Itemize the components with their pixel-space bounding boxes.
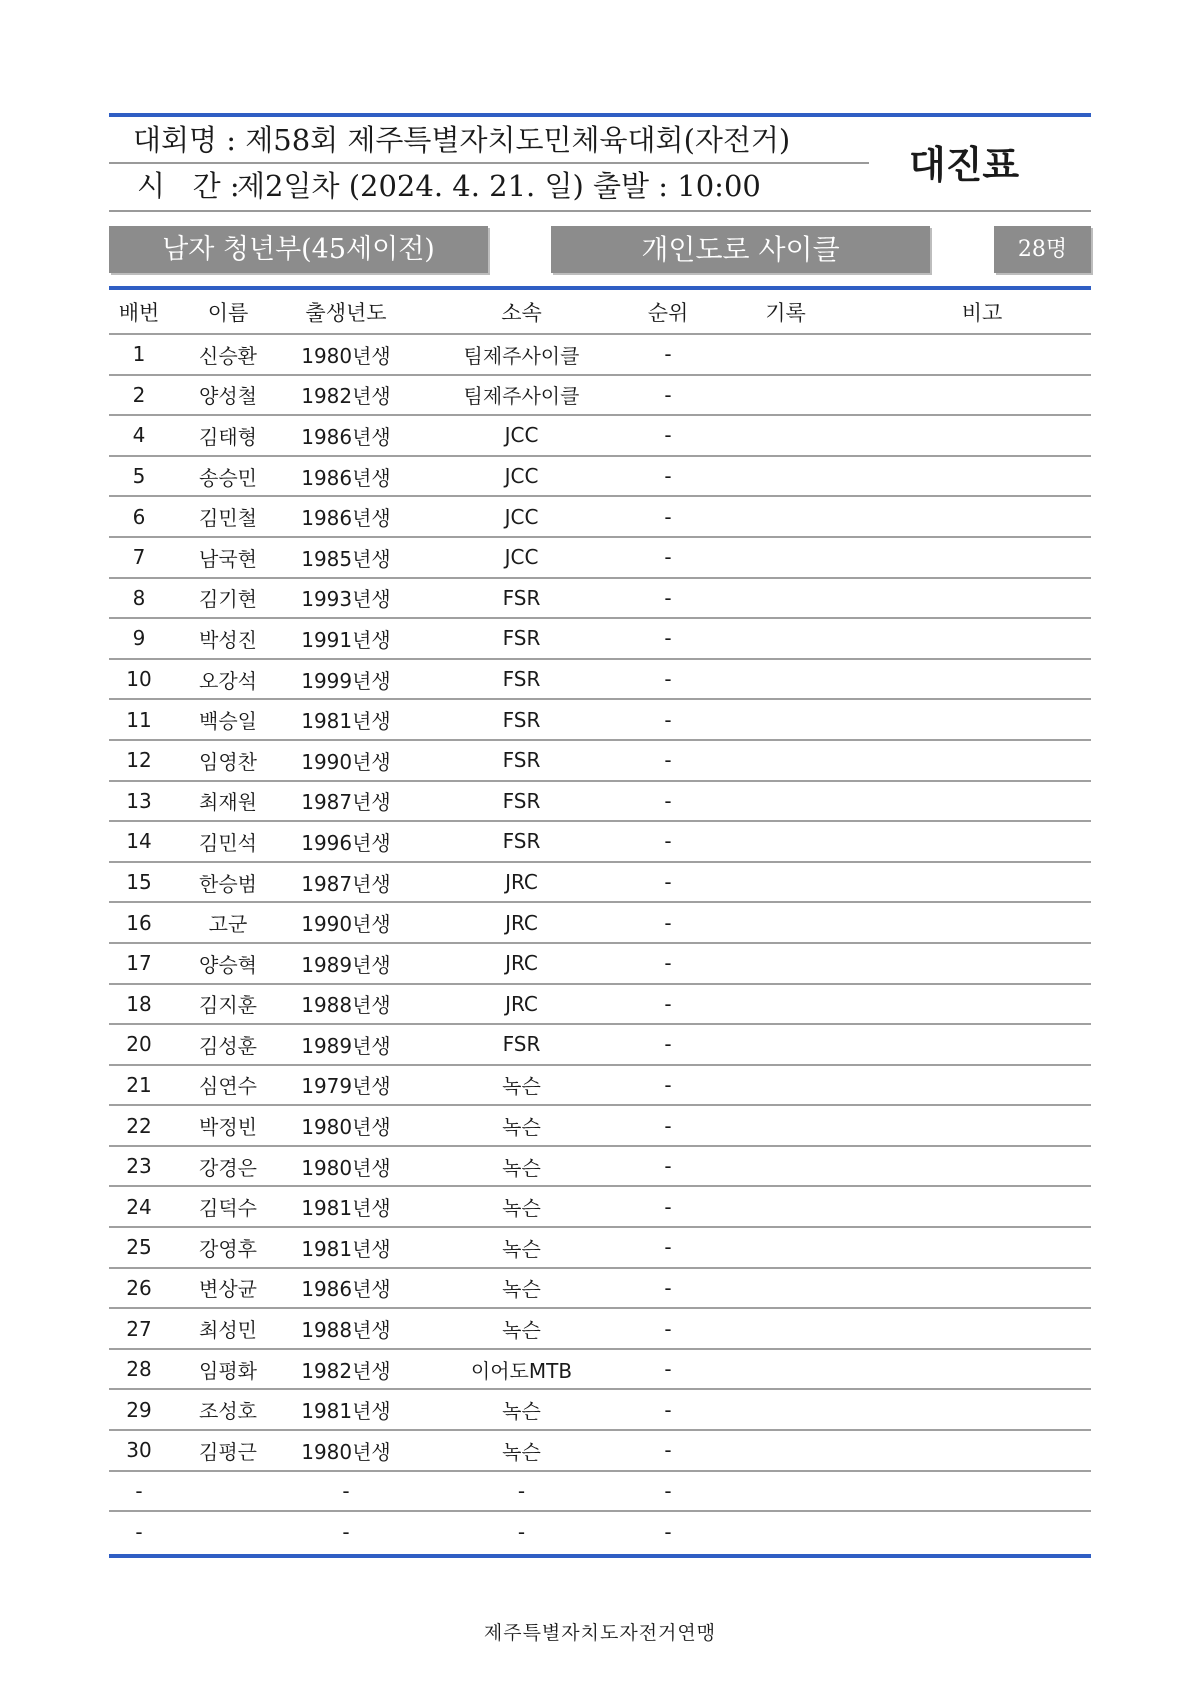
cell-team: 녹슨 <box>405 1105 638 1146</box>
cell-name: 김민석 <box>169 821 287 862</box>
cell-rank: - <box>638 1227 698 1268</box>
cell-team: JCC <box>405 415 638 456</box>
cell-name: 최성민 <box>169 1308 287 1349</box>
cell-record <box>698 1024 873 1065</box>
table-row <box>109 578 1091 619</box>
cell-record <box>698 1389 873 1430</box>
cell-record <box>698 1471 873 1512</box>
cell-record <box>698 781 873 822</box>
cell-bib: 14 <box>109 821 169 862</box>
table-row <box>109 334 1091 375</box>
cell-name: 김태형 <box>169 415 287 456</box>
cell-name: 강영후 <box>169 1227 287 1268</box>
cell-rank: - <box>638 821 698 862</box>
cell-name: 양승혁 <box>169 943 287 984</box>
cell-birth-year: 1996년생 <box>287 821 405 862</box>
cell-team: JRC <box>405 984 638 1025</box>
cell-bib: 28 <box>109 1349 169 1390</box>
cell-note <box>873 496 1091 537</box>
cell-team: JCC <box>405 537 638 578</box>
cell-name: 김지훈 <box>169 984 287 1025</box>
cell-note <box>873 1065 1091 1106</box>
cell-record <box>698 537 873 578</box>
cell-rank: - <box>638 1146 698 1187</box>
cell-bib: 12 <box>109 740 169 781</box>
table-row <box>109 984 1091 1025</box>
cell-note <box>873 862 1091 903</box>
cell-bib: 21 <box>109 1065 169 1106</box>
cell-record <box>698 1065 873 1106</box>
cell-name: 한승범 <box>169 862 287 903</box>
cell-team: FSR <box>405 821 638 862</box>
cell-team: 녹슨 <box>405 1308 638 1349</box>
cell-birth-year: 1981년생 <box>287 1186 405 1227</box>
cell-birth-year: 1980년생 <box>287 1146 405 1187</box>
cell-birth-year: 1987년생 <box>287 781 405 822</box>
table-row <box>109 618 1091 659</box>
cell-bib: 10 <box>109 659 169 700</box>
cell-birth-year: 1985년생 <box>287 537 405 578</box>
cell-bib: 16 <box>109 902 169 943</box>
cell-name: 김덕수 <box>169 1186 287 1227</box>
cell-name: 남국현 <box>169 537 287 578</box>
cell-record <box>698 1186 873 1227</box>
col-header-birth-year: 출생년도 <box>287 290 405 334</box>
organizer-footer: 제주특별자치도자전거연맹 <box>483 1622 717 1644</box>
cell-name: 조성호 <box>169 1389 287 1430</box>
cell-name: 임평화 <box>169 1349 287 1390</box>
cell-team: 팀제주사이클 <box>405 375 638 416</box>
cell-rank: - <box>638 984 698 1025</box>
cell-rank: - <box>638 659 698 700</box>
col-header-rank: 순위 <box>638 290 698 334</box>
cell-name: 오강석 <box>169 659 287 700</box>
cell-birth-year: 1981년생 <box>287 699 405 740</box>
cell-bib: 29 <box>109 1389 169 1430</box>
cell-rank: - <box>638 1471 698 1512</box>
table-row <box>109 375 1091 416</box>
cell-birth-year: 1980년생 <box>287 1105 405 1146</box>
table-row <box>109 1471 1091 1512</box>
cell-bib: 9 <box>109 618 169 659</box>
cell-name: 신승환 <box>169 334 287 375</box>
cell-rank: - <box>638 1186 698 1227</box>
cell-name: 김평근 <box>169 1430 287 1471</box>
cell-team: JRC <box>405 862 638 903</box>
cell-rank: - <box>638 1430 698 1471</box>
cell-birth-year: 1986년생 <box>287 496 405 537</box>
cell-team: 녹슨 <box>405 1065 638 1106</box>
cell-team: FSR <box>405 781 638 822</box>
cell-team: FSR <box>405 578 638 619</box>
cell-team: 녹슨 <box>405 1186 638 1227</box>
roster-table <box>109 290 1091 1551</box>
cell-rank: - <box>638 862 698 903</box>
cell-name: 김성훈 <box>169 1024 287 1065</box>
table-row <box>109 1105 1091 1146</box>
cell-team: FSR <box>405 618 638 659</box>
cell-bib: 1 <box>109 334 169 375</box>
table-row <box>109 740 1091 781</box>
cell-birth-year: 1982년생 <box>287 1349 405 1390</box>
cell-bib: 7 <box>109 537 169 578</box>
table-row <box>109 1389 1091 1430</box>
cell-birth-year: 1979년생 <box>287 1065 405 1106</box>
event-chip: 개인도로 사이클 <box>551 226 930 273</box>
cell-note <box>873 740 1091 781</box>
cell-name: 강경은 <box>169 1146 287 1187</box>
competition-name: 대회명 : 제58회 제주특별자치도민체육대회(자전거) <box>133 123 791 157</box>
cell-record <box>698 1511 873 1551</box>
cell-name: 최재원 <box>169 781 287 822</box>
cell-team: JRC <box>405 943 638 984</box>
cell-record <box>698 943 873 984</box>
table-row <box>109 1024 1091 1065</box>
table-row <box>109 699 1091 740</box>
cell-bib: 11 <box>109 699 169 740</box>
cell-name: 심연수 <box>169 1065 287 1106</box>
cell-bib: 5 <box>109 456 169 497</box>
table-row <box>109 1227 1091 1268</box>
col-header-record: 기록 <box>698 290 873 334</box>
entrant-count-chip: 28명 <box>994 226 1091 273</box>
cell-rank: - <box>638 537 698 578</box>
cell-rank: - <box>638 1268 698 1309</box>
cell-name: 변상균 <box>169 1268 287 1309</box>
cell-name: 고군 <box>169 902 287 943</box>
cell-team: FSR <box>405 699 638 740</box>
cell-bib: 8 <box>109 578 169 619</box>
cell-birth-year: 1989년생 <box>287 943 405 984</box>
cell-team: 녹슨 <box>405 1430 638 1471</box>
cell-record <box>698 456 873 497</box>
cell-birth-year: 1982년생 <box>287 375 405 416</box>
cell-record <box>698 618 873 659</box>
cell-record <box>698 862 873 903</box>
cell-note <box>873 1024 1091 1065</box>
schedule-line <box>137 163 877 209</box>
cell-record <box>698 1308 873 1349</box>
cell-bib: 2 <box>109 375 169 416</box>
table-row <box>109 496 1091 537</box>
cell-note <box>873 1227 1091 1268</box>
cell-bib: 15 <box>109 862 169 903</box>
cell-record <box>698 1430 873 1471</box>
cell-rank: - <box>638 496 698 537</box>
table-row <box>109 415 1091 456</box>
cell-team: 녹슨 <box>405 1146 638 1187</box>
table-row <box>109 943 1091 984</box>
cell-note <box>873 1471 1091 1512</box>
cell-team: 팀제주사이클 <box>405 334 638 375</box>
table-row <box>109 1430 1091 1471</box>
cell-note <box>873 1105 1091 1146</box>
cell-record <box>698 1227 873 1268</box>
cell-note <box>873 1430 1091 1471</box>
cell-rank: - <box>664 1519 672 1544</box>
table-row <box>109 821 1091 862</box>
cell-rank: - <box>638 1105 698 1146</box>
cell-team: 녹슨 <box>405 1227 638 1268</box>
col-header-name: 이름 <box>169 290 287 334</box>
cell-team: FSR <box>405 659 638 700</box>
cell-bib: 20 <box>109 1024 169 1065</box>
cell-birth-year: 1981년생 <box>287 1389 405 1430</box>
cell-note <box>873 659 1091 700</box>
cell-note <box>873 456 1091 497</box>
cell-note <box>873 1146 1091 1187</box>
doc-type-title: 대진표 <box>909 143 1020 187</box>
cell-note <box>873 902 1091 943</box>
cell-rank: - <box>638 1308 698 1349</box>
cell-bib: 23 <box>109 1146 169 1187</box>
cell-rank: - <box>638 415 698 456</box>
cell-note <box>873 1389 1091 1430</box>
header-divider-bottom <box>109 210 1091 212</box>
table-row <box>109 1511 1091 1551</box>
cell-bib: 27 <box>109 1308 169 1349</box>
cell-rank: - <box>638 902 698 943</box>
cell-bib: 25 <box>109 1227 169 1268</box>
table-row <box>109 1186 1091 1227</box>
cell-bib: - <box>135 1519 143 1544</box>
table-row <box>109 781 1091 822</box>
time-value: 제2일차 (2024. 4. 21. 일) 출발 : 10:00 <box>237 169 761 203</box>
cell-note <box>873 821 1091 862</box>
table-row <box>109 1349 1091 1390</box>
cell-bib: 17 <box>109 943 169 984</box>
cell-name: 김민철 <box>169 496 287 537</box>
cell-bib: 30 <box>109 1430 169 1471</box>
cell-note <box>873 537 1091 578</box>
cell-team: FSR <box>405 740 638 781</box>
cell-birth-year: 1987년생 <box>287 862 405 903</box>
cell-rank: - <box>638 740 698 781</box>
cell-team: 녹슨 <box>405 1389 638 1430</box>
top-rule <box>109 113 1091 117</box>
cell-team: FSR <box>405 1024 638 1065</box>
cell-bib: - <box>109 1471 169 1512</box>
cell-team: 이어도MTB <box>405 1349 638 1390</box>
cell-record <box>698 984 873 1025</box>
cell-bib: 24 <box>109 1186 169 1227</box>
cell-birth-year: 1999년생 <box>287 659 405 700</box>
cell-team: 녹슨 <box>405 1268 638 1309</box>
cell-note <box>873 1268 1091 1309</box>
cell-birth-year: 1993년생 <box>287 578 405 619</box>
cell-record <box>698 902 873 943</box>
cell-birth-year: 1990년생 <box>287 902 405 943</box>
cell-team: JRC <box>405 902 638 943</box>
cell-note <box>873 1349 1091 1390</box>
table-row <box>109 537 1091 578</box>
cell-name: 양성철 <box>169 375 287 416</box>
table-header-row <box>109 290 1091 334</box>
cell-birth-year: 1991년생 <box>287 618 405 659</box>
cell-note <box>873 1308 1091 1349</box>
cell-rank: - <box>638 578 698 619</box>
cell-record <box>698 740 873 781</box>
cell-record <box>698 699 873 740</box>
cell-rank: - <box>638 1065 698 1106</box>
cell-bib: 22 <box>109 1105 169 1146</box>
cell-record <box>698 1349 873 1390</box>
table-row <box>109 1065 1091 1106</box>
cell-rank: - <box>638 456 698 497</box>
cell-rank: - <box>638 618 698 659</box>
cell-record <box>698 496 873 537</box>
cell-record <box>698 1105 873 1146</box>
time-label: 시 간 : <box>137 169 240 203</box>
cell-note <box>873 334 1091 375</box>
cell-note <box>873 1511 1091 1551</box>
cell-rank: - <box>638 943 698 984</box>
table-row <box>109 1146 1091 1187</box>
cell-name: 송승민 <box>169 456 287 497</box>
cell-birth-year: - <box>287 1471 405 1512</box>
cell-note <box>873 375 1091 416</box>
cell-team: - <box>517 1519 526 1544</box>
cell-record <box>698 1268 873 1309</box>
cell-bib: 13 <box>109 781 169 822</box>
cell-rank: - <box>638 334 698 375</box>
cell-bib: 6 <box>109 496 169 537</box>
cell-bib: 4 <box>109 415 169 456</box>
table-row <box>109 1268 1091 1309</box>
cell-birth-year: 1988년생 <box>287 1308 405 1349</box>
table-row <box>109 1308 1091 1349</box>
cell-note <box>873 618 1091 659</box>
cell-name: 박성진 <box>169 618 287 659</box>
cell-record <box>698 659 873 700</box>
cell-record <box>698 334 873 375</box>
cell-bib: 18 <box>109 984 169 1025</box>
cell-birth-year: 1986년생 <box>287 1268 405 1309</box>
cell-birth-year: - <box>342 1519 350 1544</box>
cell-record <box>698 578 873 619</box>
cell-birth-year: 1980년생 <box>287 1430 405 1471</box>
cell-rank: - <box>638 1024 698 1065</box>
cell-note <box>873 984 1091 1025</box>
cell-record <box>698 821 873 862</box>
cell-note <box>873 415 1091 456</box>
cell-name <box>169 1471 287 1512</box>
table-bottom-rule <box>109 1554 1091 1558</box>
cell-birth-year: 1981년생 <box>287 1227 405 1268</box>
cell-rank: - <box>638 375 698 416</box>
cell-birth-year: 1986년생 <box>287 456 405 497</box>
cell-birth-year: 1986년생 <box>287 415 405 456</box>
cell-team: - <box>405 1471 638 1512</box>
table-row <box>109 902 1091 943</box>
cell-note <box>873 578 1091 619</box>
cell-rank: - <box>638 699 698 740</box>
category-chip: 남자 청년부(45세이전) <box>109 226 488 273</box>
cell-name: 임영찬 <box>169 740 287 781</box>
cell-team: JCC <box>405 496 638 537</box>
cell-team: JCC <box>405 456 638 497</box>
cell-name: 김기현 <box>169 578 287 619</box>
cell-name: 백승일 <box>169 699 287 740</box>
cell-note <box>873 943 1091 984</box>
cell-birth-year: 1989년생 <box>287 1024 405 1065</box>
cell-birth-year: 1980년생 <box>287 334 405 375</box>
cell-record <box>698 415 873 456</box>
roster-body <box>109 334 1091 1551</box>
cell-birth-year: 1990년생 <box>287 740 405 781</box>
cell-record <box>698 375 873 416</box>
cell-bib: 26 <box>109 1268 169 1309</box>
cell-record <box>698 1146 873 1187</box>
table-row <box>109 862 1091 903</box>
cell-note <box>873 699 1091 740</box>
col-header-team: 소속 <box>405 290 638 334</box>
table-row <box>109 659 1091 700</box>
cell-note <box>873 1186 1091 1227</box>
cell-name: 박정빈 <box>169 1105 287 1146</box>
table-row <box>109 456 1091 497</box>
cell-rank: - <box>638 781 698 822</box>
col-header-note: 비고 <box>873 290 1091 334</box>
cell-rank: - <box>638 1389 698 1430</box>
cell-name <box>169 1511 287 1551</box>
cell-birth-year: 1988년생 <box>287 984 405 1025</box>
col-header-bib: 배번 <box>109 290 169 334</box>
cell-rank: - <box>638 1349 698 1390</box>
cell-note <box>873 781 1091 822</box>
